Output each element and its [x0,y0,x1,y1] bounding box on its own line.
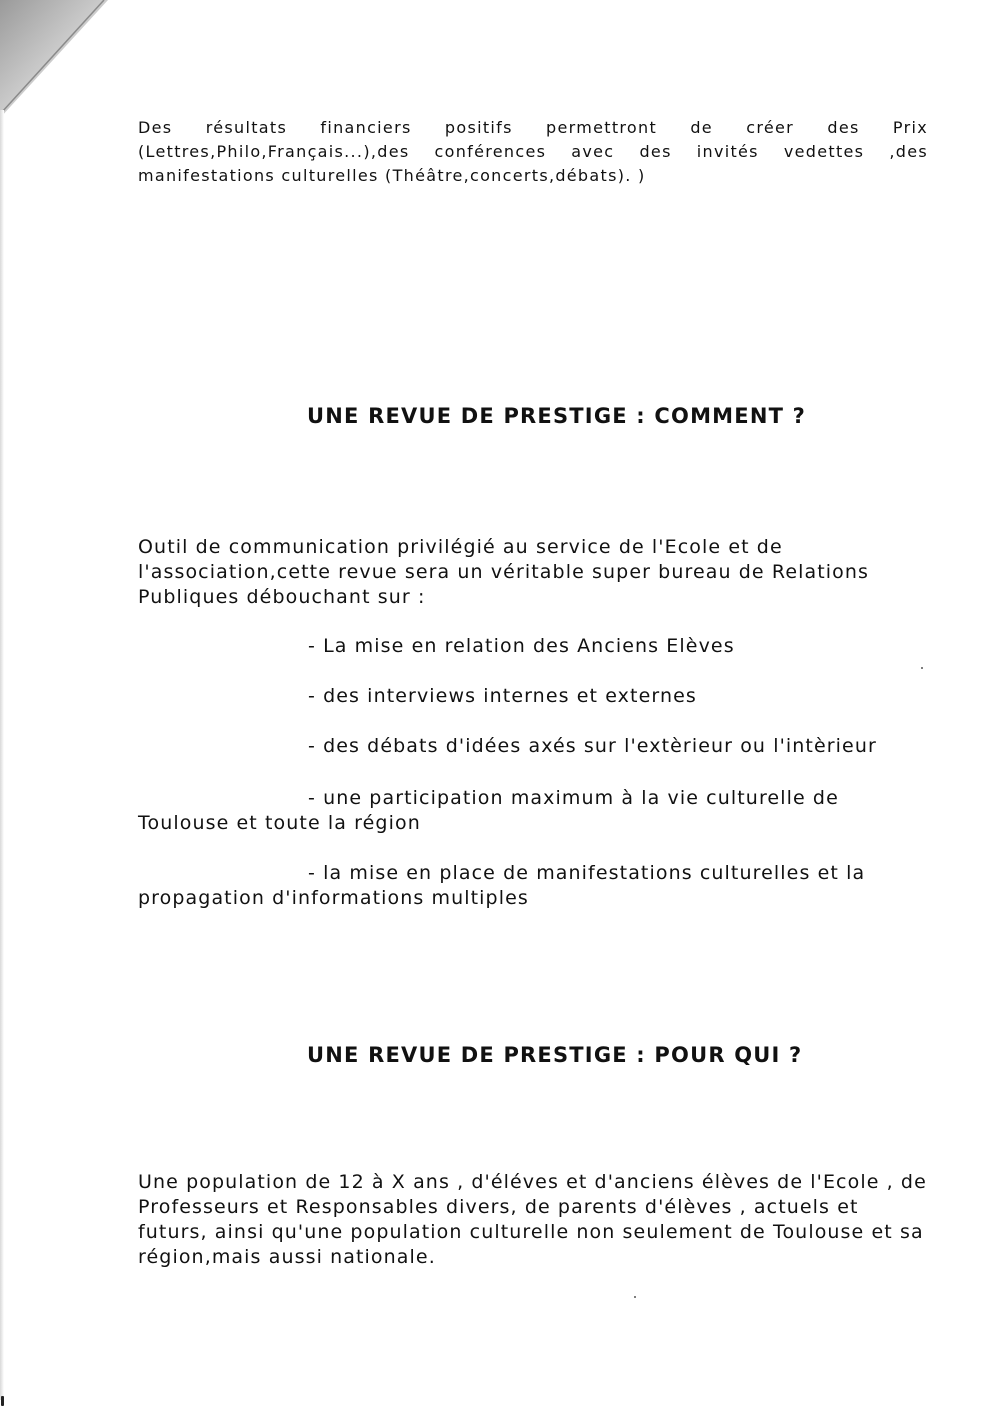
bullet-item: - des interviews internes et externes [308,685,697,707]
bullet-item: - la mise en place de manifestations culturelles et la propagation d'informations multiples [138,862,866,909]
scan-speck [634,1296,636,1298]
folded-corner-shadow [0,0,110,120]
bullet-item: - des débats d'idées axés sur l'extèrieur ou l'intèrieur [308,735,877,757]
comment-paragraph: Outil de communication privilégié au service de l'Ecole et de l'association,cette revue sera un véritable super bureau de Relations Publiques débouchant sur : [138,536,870,608]
scan-speck [921,667,923,669]
bullet-item: - une participation maximum à la vie culturelle de Toulouse et toute la région [138,787,839,834]
pour-qui-paragraph: Une population de 12 à X ans , d'éléves et d'anciens élèves de l'Ecole , de Professeurs et Responsables divers, de parents d'élèves , actuels et futurs, ainsi qu'une population culturelle non seulement de Toulouse et sa région,mais aussi nationale. [138,1171,927,1268]
scan-speck [1,1396,4,1406]
intro-paragraph: Des résultats financiers positifs permettront de créer des Prix (Lettres,Philo,Français...),des conférences avec des invités vedettes ,des manifestations culturelles (Théâtre,concerts,débats). ) [138,118,928,185]
scan-left-edge [0,110,4,1400]
bullet-item: - La mise en relation des Anciens Elèves [308,635,735,657]
heading-comment: UNE REVUE DE PRESTIGE : COMMENT ? [307,404,807,428]
heading-pour-qui: UNE REVUE DE PRESTIGE : POUR QUI ? [307,1043,803,1067]
